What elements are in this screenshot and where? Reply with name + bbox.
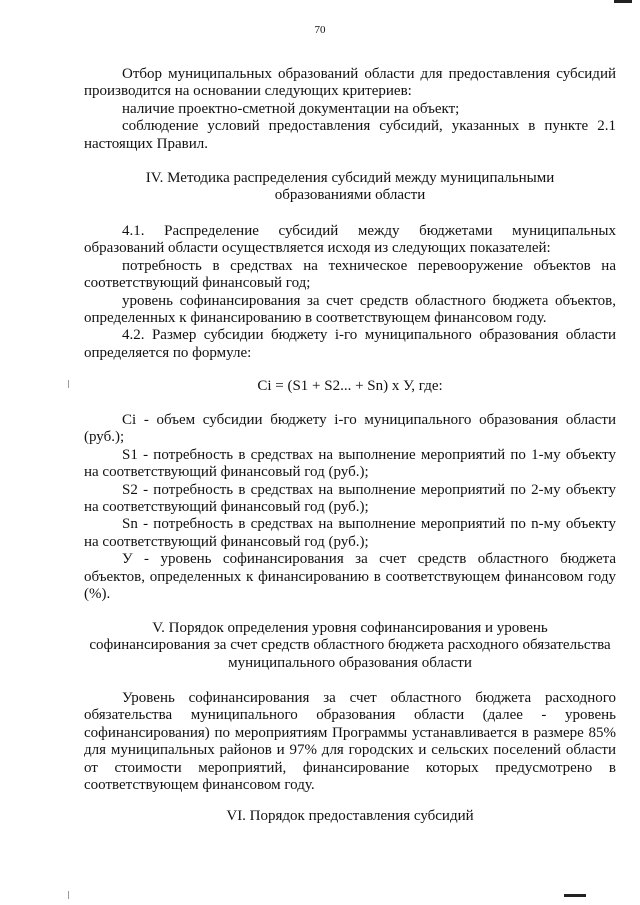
scan-mark bbox=[614, 0, 632, 3]
scan-mark bbox=[564, 894, 586, 897]
intro-paragraph-3: соблюдение условий предоставления субсидий, указанных в пункте 2.1 настоящих Правил. bbox=[84, 118, 616, 152]
section-4-paragraph-4: 4.2. Размер субсидии бюджету i-го муниципального образования области определяется по формуле: bbox=[84, 327, 616, 361]
section-6-title: VI. Порядок предоставления субсидий bbox=[226, 808, 474, 824]
scan-mark bbox=[68, 891, 69, 899]
definition-s2: S2 - потребность в средствах на выполнение мероприятий по 2-му объекту на соответствующий финансовый год (руб.); bbox=[84, 481, 616, 516]
intro-paragraph-2: наличие проектно-сметной документации на объект; bbox=[122, 100, 460, 117]
section-5-title-line-3: муниципального образования области bbox=[228, 654, 472, 671]
formula-block bbox=[84, 378, 616, 395]
section-4-title-line-2: образованиями области bbox=[274, 187, 426, 204]
section-5-title-line-1: V. Порядок определения уровня софинансирования и уровень bbox=[152, 620, 548, 636]
section-5-heading bbox=[84, 620, 616, 672]
section-4-paragraph-1: 4.1. Распределение субсидий между бюджетами муниципальных образований области осуществляется исходя из следующих показателей: bbox=[84, 223, 616, 257]
definition-ci: Ci - объем субсидии бюджету i-го муниципального образования области (руб.); bbox=[84, 412, 616, 446]
section-5-body bbox=[84, 690, 616, 794]
intro-block bbox=[84, 66, 616, 153]
definition-s1: S1 - потребность в средствах на выполнение мероприятий по 1-му объекту на соответствующий финансовый год (руб.); bbox=[84, 446, 616, 481]
scan-mark bbox=[68, 380, 69, 388]
section-5-paragraph-1: Уровень софинансирования за счет областного бюджета расходного обязательства муниципального образования области (далее - уровень софинансирования) по мероприятиям Программы устанавливается в размере 85% для муниципальных районов и 97% для городских и сельских поселений области от стоимости мероприятий, финансирование которых предусмотрено в соответствующем финансовом году. bbox=[84, 690, 616, 794]
intro-paragraph-1: Отбор муниципальных образований области для предоставления субсидий производится на основании следующих критериев: bbox=[84, 66, 616, 100]
section-4-paragraph-3: уровень софинансирования за счет средств областного бюджета объектов, определенных к финансированию в соответствующем финансовом году. bbox=[84, 292, 616, 327]
section-6-heading bbox=[84, 808, 616, 825]
definitions-block bbox=[84, 412, 616, 603]
definition-u: У - уровень софинансирования за счет средств областного бюджета объектов, определенных к финансированию в соответствующем финансовом году (%). bbox=[84, 551, 616, 603]
definition-sn: Sn - потребность в средствах на выполнение мероприятий по n-му объекту на соответствующий финансовый год (руб.); bbox=[84, 516, 616, 550]
formula: Ci = (S1 + S2... + Sn) x У, где: bbox=[257, 378, 443, 394]
section-4-heading bbox=[84, 170, 616, 205]
section-4-paragraph-2: потребность в средствах на техническое перевооружение объектов на соответствующий финансовый год; bbox=[84, 257, 616, 292]
section-5-title-line-2: софинансирования за счет средств областного бюджета расходного обязательства bbox=[89, 637, 611, 654]
section-4-body bbox=[84, 223, 616, 362]
section-4-title-line-1: IV. Методика распределения субсидий между муниципальными bbox=[145, 170, 555, 186]
page-number: 70 bbox=[314, 24, 326, 36]
